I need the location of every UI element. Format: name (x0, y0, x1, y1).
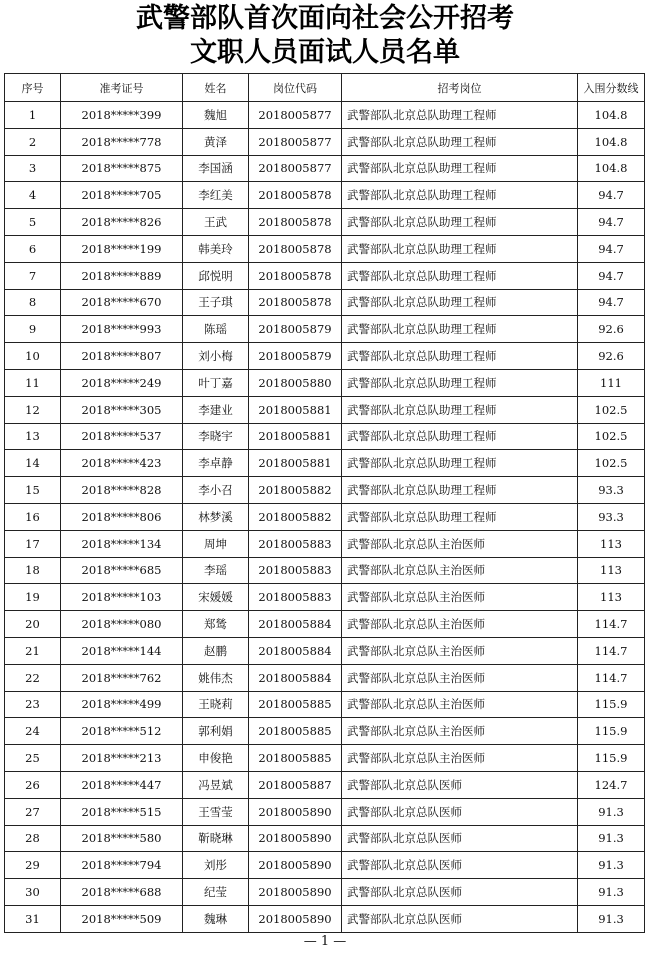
cell-name: 姚伟杰 (183, 664, 249, 691)
cell-index: 14 (5, 450, 61, 477)
cell-cutoff-score: 91.3 (578, 852, 645, 879)
cell-name: 李卓静 (183, 450, 249, 477)
table-row (5, 235, 645, 262)
cell-ticket-number: 2018*****828 (61, 477, 183, 504)
cell-position: 武警部队北京总队助理工程师 (342, 155, 578, 182)
cell-position-code: 2018005890 (249, 798, 342, 825)
table-row (5, 289, 645, 316)
cell-position-code: 2018005877 (249, 155, 342, 182)
cell-name: 靳晓琳 (183, 825, 249, 852)
table-row (5, 128, 645, 155)
cell-position-code: 2018005890 (249, 905, 342, 932)
cell-position: 武警部队北京总队医师 (342, 879, 578, 906)
cell-cutoff-score: 113 (578, 584, 645, 611)
cell-index: 1 (5, 102, 61, 129)
cell-name: 申俊艳 (183, 745, 249, 772)
table-header-row (5, 74, 645, 102)
table-row (5, 664, 645, 691)
cell-ticket-number: 2018*****515 (61, 798, 183, 825)
cell-cutoff-score: 92.6 (578, 343, 645, 370)
cell-position: 武警部队北京总队主治医师 (342, 718, 578, 745)
cell-name: 林梦溪 (183, 503, 249, 530)
table-row (5, 262, 645, 289)
cell-ticket-number: 2018*****144 (61, 637, 183, 664)
cell-index: 5 (5, 209, 61, 236)
cell-position-code: 2018005883 (249, 557, 342, 584)
cell-cutoff-score: 115.9 (578, 718, 645, 745)
cell-ticket-number: 2018*****509 (61, 905, 183, 932)
cell-ticket-number: 2018*****447 (61, 771, 183, 798)
cell-ticket-number: 2018*****134 (61, 530, 183, 557)
table-row (5, 316, 645, 343)
cell-position: 武警部队北京总队助理工程师 (342, 182, 578, 209)
cell-position-code: 2018005878 (249, 235, 342, 262)
table-row (5, 477, 645, 504)
table-row (5, 423, 645, 450)
cell-index: 21 (5, 637, 61, 664)
table-row (5, 396, 645, 423)
cell-ticket-number: 2018*****807 (61, 343, 183, 370)
cell-name: 王武 (183, 209, 249, 236)
cell-position: 武警部队北京总队助理工程师 (342, 396, 578, 423)
cell-position-code: 2018005878 (249, 289, 342, 316)
table-row (5, 503, 645, 530)
cell-cutoff-score: 115.9 (578, 691, 645, 718)
header-index: 序号 (5, 74, 61, 102)
cell-position-code: 2018005890 (249, 852, 342, 879)
page-number: — 1 — (303, 934, 347, 949)
cell-ticket-number: 2018*****685 (61, 557, 183, 584)
cell-ticket-number: 2018*****512 (61, 718, 183, 745)
table-row (5, 209, 645, 236)
cell-position: 武警部队北京总队医师 (342, 798, 578, 825)
cell-position: 武警部队北京总队助理工程师 (342, 128, 578, 155)
cell-position-code: 2018005881 (249, 423, 342, 450)
cell-cutoff-score: 93.3 (578, 503, 645, 530)
cell-index: 13 (5, 423, 61, 450)
cell-ticket-number: 2018*****305 (61, 396, 183, 423)
cell-ticket-number: 2018*****103 (61, 584, 183, 611)
cell-index: 23 (5, 691, 61, 718)
cell-position: 武警部队北京总队主治医师 (342, 691, 578, 718)
cell-position: 武警部队北京总队助理工程师 (342, 235, 578, 262)
cell-position-code: 2018005883 (249, 530, 342, 557)
cell-ticket-number: 2018*****688 (61, 879, 183, 906)
cell-index: 25 (5, 745, 61, 772)
cell-cutoff-score: 115.9 (578, 745, 645, 772)
table-row (5, 798, 645, 825)
cell-name: 郭利娟 (183, 718, 249, 745)
cell-name: 李小召 (183, 477, 249, 504)
table-row (5, 450, 645, 477)
cell-ticket-number: 2018*****826 (61, 209, 183, 236)
cell-ticket-number: 2018*****249 (61, 369, 183, 396)
cell-index: 31 (5, 905, 61, 932)
header-position: 招考岗位 (342, 74, 578, 102)
cell-position-code: 2018005882 (249, 503, 342, 530)
cell-index: 27 (5, 798, 61, 825)
cell-index: 29 (5, 852, 61, 879)
table-row (5, 530, 645, 557)
cell-name: 陈瑶 (183, 316, 249, 343)
cell-index: 9 (5, 316, 61, 343)
cell-cutoff-score: 124.7 (578, 771, 645, 798)
cell-ticket-number: 2018*****794 (61, 852, 183, 879)
table-row (5, 718, 645, 745)
table-row (5, 771, 645, 798)
cell-position: 武警部队北京总队助理工程师 (342, 316, 578, 343)
cell-ticket-number: 2018*****889 (61, 262, 183, 289)
cell-position-code: 2018005887 (249, 771, 342, 798)
cell-cutoff-score: 113 (578, 530, 645, 557)
cell-cutoff-score: 111 (578, 369, 645, 396)
cell-position: 武警部队北京总队主治医师 (342, 557, 578, 584)
cell-position-code: 2018005885 (249, 718, 342, 745)
cell-position: 武警部队北京总队助理工程师 (342, 209, 578, 236)
cell-cutoff-score: 94.7 (578, 262, 645, 289)
cell-index: 3 (5, 155, 61, 182)
cell-name: 李晓宇 (183, 423, 249, 450)
cell-ticket-number: 2018*****670 (61, 289, 183, 316)
cell-index: 11 (5, 369, 61, 396)
cell-name: 邱悦明 (183, 262, 249, 289)
cell-position-code: 2018005878 (249, 182, 342, 209)
table-row (5, 343, 645, 370)
cell-name: 魏琳 (183, 905, 249, 932)
cell-position: 武警部队北京总队助理工程师 (342, 450, 578, 477)
cell-position-code: 2018005878 (249, 262, 342, 289)
cell-cutoff-score: 94.7 (578, 289, 645, 316)
cell-position-code: 2018005880 (249, 369, 342, 396)
table-row (5, 691, 645, 718)
cell-position: 武警部队北京总队主治医师 (342, 611, 578, 638)
cell-name: 魏旭 (183, 102, 249, 129)
cell-position: 武警部队北京总队主治医师 (342, 530, 578, 557)
table-row (5, 611, 645, 638)
cell-ticket-number: 2018*****199 (61, 235, 183, 262)
cell-position: 武警部队北京总队助理工程师 (342, 102, 578, 129)
cell-ticket-number: 2018*****423 (61, 450, 183, 477)
cell-index: 19 (5, 584, 61, 611)
cell-index: 15 (5, 477, 61, 504)
cell-name: 李国涵 (183, 155, 249, 182)
table-row (5, 825, 645, 852)
cell-cutoff-score: 93.3 (578, 477, 645, 504)
cell-cutoff-score: 104.8 (578, 128, 645, 155)
cell-cutoff-score: 113 (578, 557, 645, 584)
cell-ticket-number: 2018*****080 (61, 611, 183, 638)
cell-ticket-number: 2018*****762 (61, 664, 183, 691)
cell-index: 26 (5, 771, 61, 798)
cell-cutoff-score: 104.8 (578, 155, 645, 182)
cell-position-code: 2018005882 (249, 477, 342, 504)
cell-position-code: 2018005884 (249, 611, 342, 638)
header-ticket-number: 准考证号 (61, 74, 183, 102)
cell-name: 王晓莉 (183, 691, 249, 718)
header-cutoff-score: 入围分数线 (578, 74, 645, 102)
cell-position: 武警部队北京总队助理工程师 (342, 289, 578, 316)
table-row (5, 155, 645, 182)
cell-name: 郑鸶 (183, 611, 249, 638)
document-title-line1: 武警部队首次面向社会公开招考 (136, 3, 514, 34)
cell-index: 20 (5, 611, 61, 638)
cell-index: 18 (5, 557, 61, 584)
cell-ticket-number: 2018*****993 (61, 316, 183, 343)
cell-position-code: 2018005877 (249, 102, 342, 129)
cell-cutoff-score: 91.3 (578, 798, 645, 825)
table-body (5, 102, 645, 933)
cell-name: 李瑶 (183, 557, 249, 584)
cell-ticket-number: 2018*****778 (61, 128, 183, 155)
table-row (5, 102, 645, 129)
cell-name: 赵鹏 (183, 637, 249, 664)
cell-index: 4 (5, 182, 61, 209)
table-row (5, 584, 645, 611)
cell-index: 17 (5, 530, 61, 557)
cell-index: 2 (5, 128, 61, 155)
cell-position: 武警部队北京总队助理工程师 (342, 369, 578, 396)
cell-position: 武警部队北京总队医师 (342, 825, 578, 852)
cell-name: 黄泽 (183, 128, 249, 155)
table-row (5, 182, 645, 209)
table-row (5, 369, 645, 396)
cell-position: 武警部队北京总队主治医师 (342, 637, 578, 664)
cell-cutoff-score: 91.3 (578, 905, 645, 932)
table-row (5, 852, 645, 879)
header-position-code: 岗位代码 (249, 74, 342, 102)
cell-index: 24 (5, 718, 61, 745)
table-row (5, 879, 645, 906)
table-row (5, 745, 645, 772)
cell-name: 刘小梅 (183, 343, 249, 370)
cell-position: 武警部队北京总队医师 (342, 771, 578, 798)
cell-position-code: 2018005879 (249, 343, 342, 370)
cell-cutoff-score: 114.7 (578, 637, 645, 664)
cell-position: 武警部队北京总队助理工程师 (342, 423, 578, 450)
cell-name: 李建业 (183, 396, 249, 423)
cell-cutoff-score: 91.3 (578, 825, 645, 852)
cell-cutoff-score: 94.7 (578, 182, 645, 209)
cell-cutoff-score: 104.8 (578, 102, 645, 129)
cell-ticket-number: 2018*****537 (61, 423, 183, 450)
cell-ticket-number: 2018*****705 (61, 182, 183, 209)
cell-cutoff-score: 94.7 (578, 235, 645, 262)
cell-name: 王子琪 (183, 289, 249, 316)
cell-index: 12 (5, 396, 61, 423)
cell-index: 16 (5, 503, 61, 530)
cell-name: 韩美玲 (183, 235, 249, 262)
cell-name: 叶丁嘉 (183, 369, 249, 396)
cell-name: 周坤 (183, 530, 249, 557)
cell-ticket-number: 2018*****499 (61, 691, 183, 718)
cell-cutoff-score: 102.5 (578, 450, 645, 477)
cell-position: 武警部队北京总队助理工程师 (342, 477, 578, 504)
cell-index: 8 (5, 289, 61, 316)
cell-cutoff-score: 94.7 (578, 209, 645, 236)
cell-cutoff-score: 91.3 (578, 879, 645, 906)
cell-index: 10 (5, 343, 61, 370)
cell-position: 武警部队北京总队主治医师 (342, 664, 578, 691)
cell-position-code: 2018005890 (249, 825, 342, 852)
candidate-table (4, 73, 645, 933)
cell-ticket-number: 2018*****580 (61, 825, 183, 852)
cell-name: 刘彤 (183, 852, 249, 879)
cell-ticket-number: 2018*****213 (61, 745, 183, 772)
cell-cutoff-score: 102.5 (578, 423, 645, 450)
cell-position: 武警部队北京总队助理工程师 (342, 343, 578, 370)
table-row (5, 557, 645, 584)
cell-index: 22 (5, 664, 61, 691)
cell-index: 6 (5, 235, 61, 262)
cell-position-code: 2018005890 (249, 879, 342, 906)
cell-ticket-number: 2018*****399 (61, 102, 183, 129)
cell-name: 李红美 (183, 182, 249, 209)
cell-position-code: 2018005884 (249, 637, 342, 664)
table-row (5, 905, 645, 932)
cell-index: 30 (5, 879, 61, 906)
cell-name: 宋媛媛 (183, 584, 249, 611)
cell-index: 28 (5, 825, 61, 852)
cell-name: 纪莹 (183, 879, 249, 906)
cell-position-code: 2018005885 (249, 745, 342, 772)
cell-cutoff-score: 102.5 (578, 396, 645, 423)
cell-position-code: 2018005879 (249, 316, 342, 343)
document-title-line2: 文职人员面试人员名单 (190, 37, 460, 68)
cell-name: 王雪莹 (183, 798, 249, 825)
cell-ticket-number: 2018*****806 (61, 503, 183, 530)
cell-position: 武警部队北京总队助理工程师 (342, 503, 578, 530)
cell-position-code: 2018005881 (249, 450, 342, 477)
cell-position-code: 2018005878 (249, 209, 342, 236)
table-row (5, 637, 645, 664)
header-name: 姓名 (183, 74, 249, 102)
cell-ticket-number: 2018*****875 (61, 155, 183, 182)
cell-name: 冯昱斌 (183, 771, 249, 798)
cell-position-code: 2018005884 (249, 664, 342, 691)
cell-cutoff-score: 114.7 (578, 611, 645, 638)
cell-index: 7 (5, 262, 61, 289)
cell-position: 武警部队北京总队医师 (342, 852, 578, 879)
cell-position-code: 2018005883 (249, 584, 342, 611)
cell-position: 武警部队北京总队主治医师 (342, 584, 578, 611)
cell-position: 武警部队北京总队医师 (342, 905, 578, 932)
cell-cutoff-score: 114.7 (578, 664, 645, 691)
cell-position: 武警部队北京总队主治医师 (342, 745, 578, 772)
cell-position: 武警部队北京总队助理工程师 (342, 262, 578, 289)
cell-position-code: 2018005885 (249, 691, 342, 718)
cell-cutoff-score: 92.6 (578, 316, 645, 343)
cell-position-code: 2018005877 (249, 128, 342, 155)
cell-position-code: 2018005881 (249, 396, 342, 423)
